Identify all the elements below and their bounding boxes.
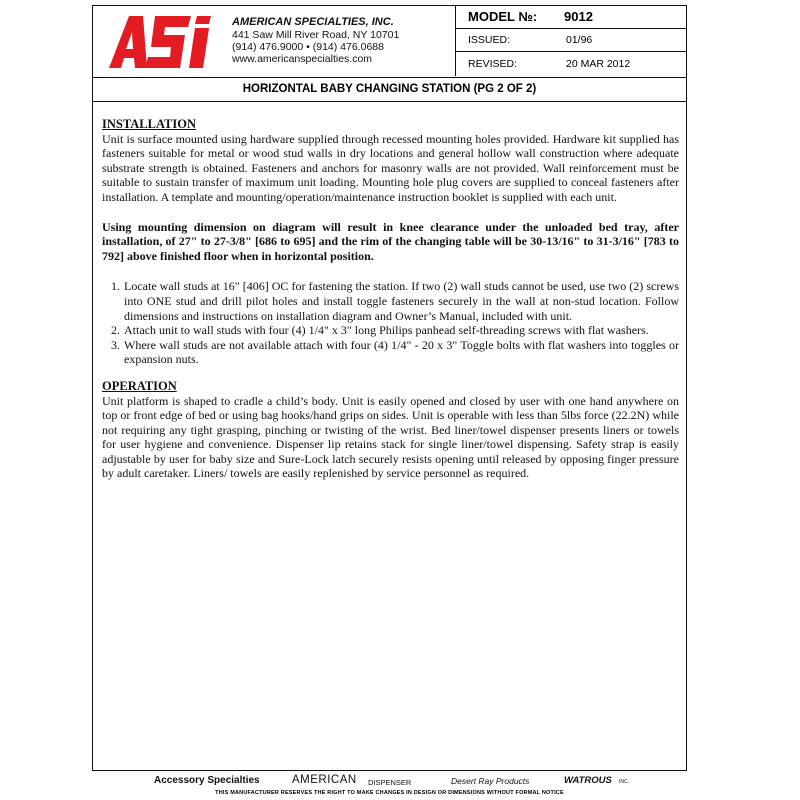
operation-heading: OPERATION xyxy=(102,378,177,393)
issued-label: ISSUED: xyxy=(468,34,511,46)
model-row xyxy=(456,6,687,29)
document-frame xyxy=(92,5,687,771)
brand-dispenser: DISPENSER xyxy=(368,778,412,787)
page-title: HORIZONTAL BABY CHANGING STATION (PG 2 OF 2) xyxy=(93,78,686,102)
brand-footer xyxy=(92,774,687,790)
issued-row xyxy=(456,29,687,52)
document-body xyxy=(102,117,679,481)
list-item: 3. Where wall studs are not available attach with four (4) 1/4" - 20 x 3" Toggle bolts with flat washers into toggles or expansion nuts. xyxy=(123,338,679,367)
list-item: 2. Attach unit to wall studs with four (4) 1/4" x 3" long Philips panhead self-threading screws with flat washers. xyxy=(123,323,679,338)
document-header xyxy=(93,6,686,78)
brand-desert-ray: Desert Ray Products xyxy=(451,776,530,786)
legal-notice: THIS MANUFACTURER RESERVES THE RIGHT TO MAKE CHANGES IN DESIGN OR DIMENSIONS WITHOUT FORMAL NOTICE xyxy=(215,790,564,796)
model-info-box xyxy=(455,6,687,76)
company-address: 441 Saw Mill River Road, NY 10701 xyxy=(232,29,400,41)
asi-logo xyxy=(107,14,219,70)
brand-watrous: WATROUS xyxy=(564,775,612,786)
revised-label: REVISED: xyxy=(468,58,518,70)
company-website[interactable]: www.americanspecialties.com xyxy=(232,53,373,65)
model-label: MODEL №: xyxy=(468,9,538,24)
revised-row xyxy=(456,52,687,76)
installation-paragraph: Unit is surface mounted using hardware supplied through recessed mounting holes provided. Hardware kit supplied has fasteners suitable for metal or wood stud walls in dry locations and general hollow wall construction where adequate substrate strength is obtained. Fasteners and anchors for masonry walls are not provided. Wall reinforcement must be suitable to sustain transfer of maximum unit loading. Mounting hole plug covers are supplied to conceal fasteners after installation. A template and mounting/operation/maintenance instruction booklet is supplied with each unit. xyxy=(102,131,679,204)
model-number: 9012 xyxy=(564,9,593,24)
brand-watrous-inc: INC. xyxy=(619,779,629,785)
company-info xyxy=(232,16,399,65)
installation-heading: INSTALLATION xyxy=(102,117,197,131)
brand-accessory-specialties: Accessory Specialties xyxy=(154,775,260,786)
installation-steps xyxy=(102,279,679,367)
company-phone: (914) 476.9000 • (914) 476.0688 xyxy=(232,41,384,53)
brand-american: AMERICAN xyxy=(292,774,357,786)
company-name: AMERICAN SPECIALTIES, INC. xyxy=(232,16,394,28)
operation-paragraph: Unit platform is shaped to cradle a child’s body. Unit is easily opened and closed by user with one hand anywhere on top or front edge of bed or using bag hooks/hand grips on sides. Unit is operable with less than 5lbs force (22.2N) while not requiring any tight grasping, pinching or twisting of the wrist. Bed liner/towel dispenser presents liners or towels for user hygiene and convenience. Dispenser lip retains stack for single liner/towel dispensing. Safety strap is easily adjustable by user for baby size and Sure-Lock latch securely resists opening until released by opposing finger pressure by adult caretaker. Liners/ towels are easily replenished by service personnel as required. xyxy=(102,393,679,481)
revised-date: 20 MAR 2012 xyxy=(566,58,631,70)
list-item: 1. Locate wall studs at 16" [406] OC for fastening the station. If two (2) wall studs cannot be used, use two (2) screws into ONE stud and drill pilot holes and install toggle fasteners securely in the wall at non-stud location. Follow dimensions and instructions on installation diagram and Owner’s Manual, included with unit. xyxy=(123,279,679,323)
issued-date: 01/96 xyxy=(566,34,593,46)
clearance-note: Using mounting dimension on diagram will result in knee clearance under the unloaded bed tray, after installation, of 27" to 27-3/8" [686 to 695] and the rim of the changing table will be 30-13/16" to 31-3/16" [783 to 792] above finished floor when in horizontal position. xyxy=(102,219,679,263)
